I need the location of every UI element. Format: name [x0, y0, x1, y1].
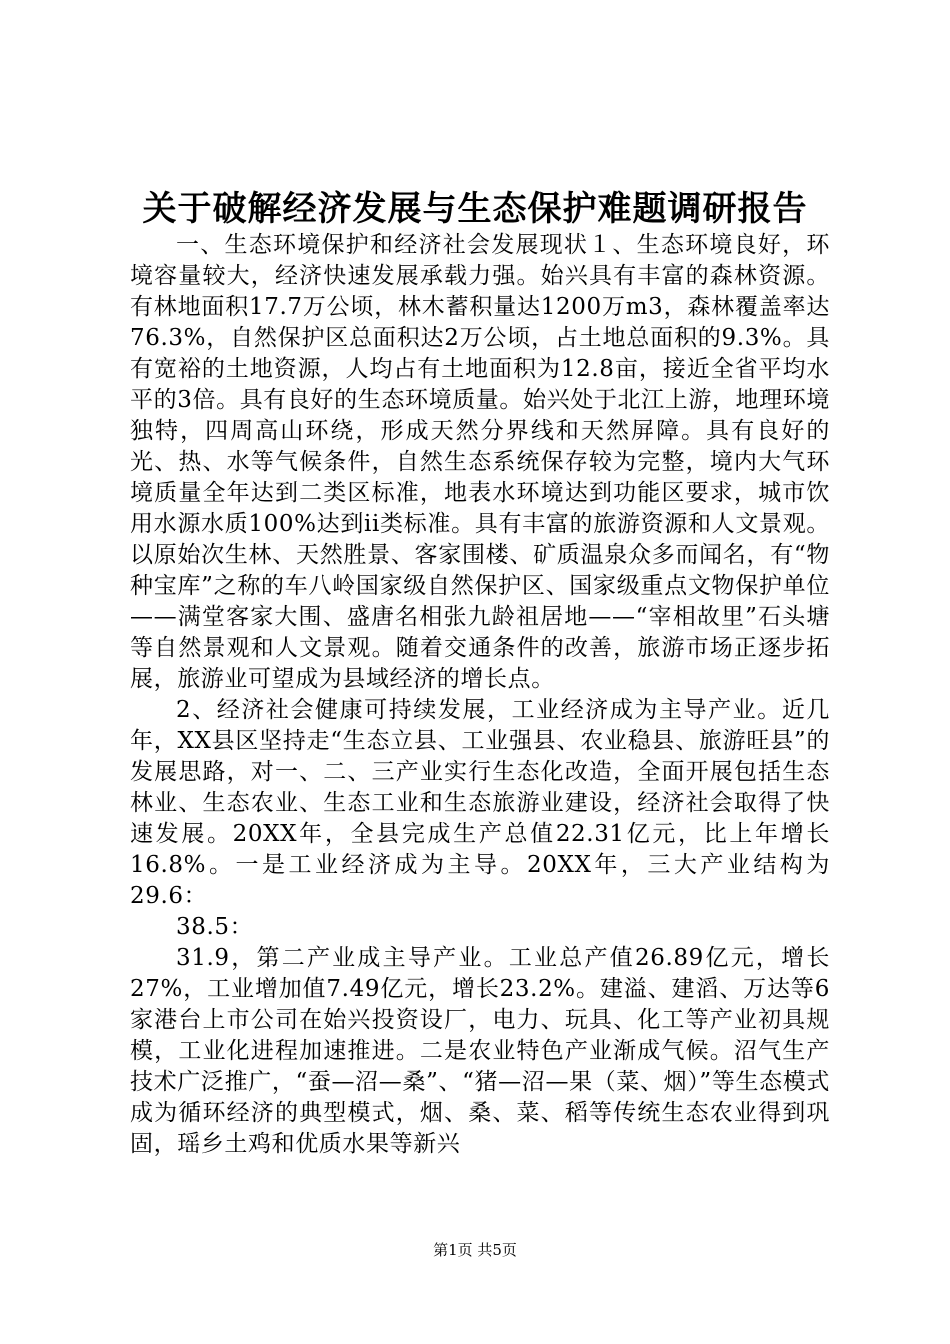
document-title: 关于破解经济发展与生态保护难题调研报告: [142, 189, 808, 229]
paragraph: 2、经济社会健康可持续发展，工业经济成为主导产业。近几年，XX县区坚持走“生态立县、工业强县、农业稳县、旅游旺县”的发展思路，对一、二、三产业实行生态化改造，全面开展包括生态林业、生态农业、生态工业和生态旅游业建设，经济社会取得了快速发展。20XX年，全县完成生产总值22.31亿元，比上年增长16.8%。一是工业经济成为主导。20XX年，三大产业结构为29.6：: [130, 697, 830, 909]
document-body: [130, 230, 830, 1160]
page-number-footer: 第1页 共5页: [433, 1241, 517, 1259]
paragraph: 一、生态环境保护和经济社会发展现状１、生态环境良好，环境容量较大，经济快速发展承载力强。始兴具有丰富的森林资源。有林地面积17.7万公顷，林木蓄积量达1200万m3，森林覆盖率达76.3%，自然保护区总面积达2万公顷，占土地总面积的9.3%。具有宽裕的土地资源，人均占有土地面积为12.8亩，接近全省平均水平的3倍。具有良好的生态环境质量。始兴处于北江上游，地理环境独特，四周高山环绕，形成天然分界线和天然屏障。具有良好的光、热、水等气候条件，自然生态系统保存较为完整，境内大气环境质量全年达到二类区标准，地表水环境达到功能区要求，城市饮用水源水质100%达到ii类标准。具有丰富的旅游资源和人文景观。以原始次生林、天然胜景、客家围楼、矿质温泉众多而闻名，有“物种宝库”之称的车八岭国家级自然保护区、国家级重点文物保护单位——满堂客家大围、盛唐名相张九龄祖居地——“宰相故里”石头塘等自然景观和人文景观。随着交通条件的改善，旅游市场正逐步拓展，旅游业可望成为县域经济的增长点。: [130, 232, 830, 692]
paragraph: 31.9，第二产业成主导产业。工业总产值26.89亿元，增长27%，工业增加值7.49亿元，增长23.2%。建溢、建滔、万达等6家港台上市公司在始兴投资设厂，电力、玩具、化工等产业初具规模，工业化进程加速推进。二是农业特色产业渐成气候。沼气生产技术广泛推广，“蚕—沼—桑”、“猪—沼—果（菜、烟）”等生态模式成为循环经济的典型模式，烟、桑、菜、稻等传统生态农业得到巩固，瑶乡土鸡和优质水果等新兴: [130, 945, 830, 1157]
paragraph: 38.5：: [176, 914, 254, 940]
